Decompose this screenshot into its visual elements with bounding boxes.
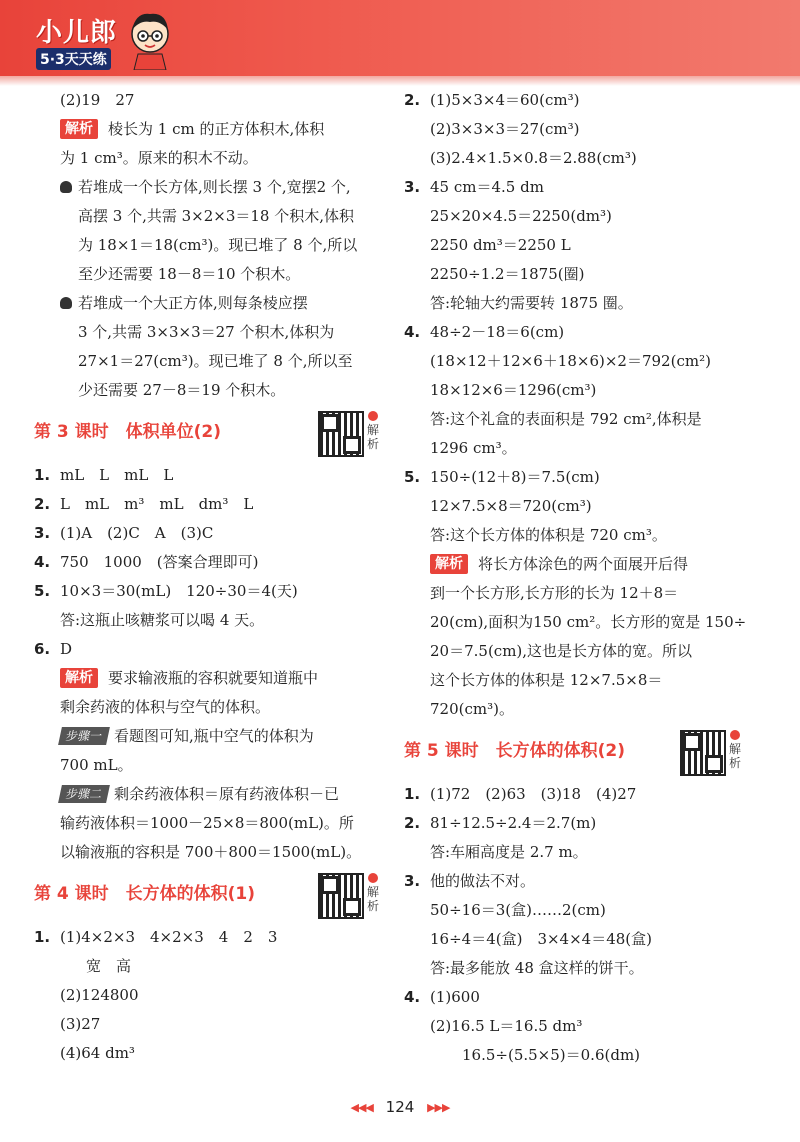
lightbulb-icon <box>60 181 72 193</box>
answer-text: (2)16.5 L＝16.5 dm³ <box>430 1017 583 1035</box>
bullet-text: 少还需要 27－8＝19 个积木。 <box>78 381 286 399</box>
bullet-text: 若堆成一个长方体,则长摆 3 个,宽摆2 个, <box>78 178 351 196</box>
section-lesson-4 <box>34 873 384 923</box>
analysis-tag: 解析 <box>60 668 98 688</box>
answer-text: 12×7.5×8＝720(cm³) <box>430 497 592 515</box>
answer-text: L mL m³ mL dm³ L <box>60 495 254 513</box>
answer-text: mL L mL L <box>60 466 174 484</box>
answer-text: 48÷2－18＝6(cm) <box>430 323 565 341</box>
analysis-text: 到一个长方形,长方形的长为 12＋8＝ <box>430 584 679 602</box>
answer-text: 150÷(12＋8)＝7.5(cm) <box>430 468 600 486</box>
answer-text: 18×12×6＝1296(cm³) <box>430 381 597 399</box>
answer-text: 2250 dm³＝2250 L <box>430 236 571 254</box>
answer-text: (1)A (2)C A (3)C <box>60 524 214 542</box>
qr-label: 解析 <box>366 873 380 913</box>
answer-text: (4)64 dm³ <box>60 1044 135 1062</box>
answer-text: 45 cm＝4.5 dm <box>430 178 544 196</box>
analysis-text: 以输液瓶的容积是 700＋800＝1500(mL)。 <box>60 843 362 861</box>
section-lesson-5 <box>404 730 764 780</box>
right-column: 2. (1)5×3×4＝60(cm³) (2)3×3×3＝27(cm³) (3)2.4×1.5×0.8＝2.88(cm³) 3. 45 cm＝4.5 dm 25×20×4.5＝2250(dm³) 2250 dm³＝2250 L 2250÷1.2＝1875(圈) 答:轮轴大约需要转 1875 圈。 4. 48÷2－18＝6(cm) (18×12＋12×6＋18×6)×2＝792(cm²) 18×12×6＝1296(cm³) 答:这个礼盒的表面积是 792 cm²,体积是 1296 cm³。 5. 150÷(12＋8)＝7.5(cm) 12×7.5×8＝720(cm³) 答:这个长方体的体积是 720 cm³。 解析 将长方体涂色的两个面展开后得 到一个长方形,长方形的长为 12＋8＝ 20(cm),面积为150 cm²。长方形的宽是 150÷ 20＝7.5(cm),这也是长方体的宽。所以 这个长方体的体积是 12×7.5×8＝ 720(cm³)。 第 5 课时 长方体的体积(2) 解析 1. (1)72 (2)63 (3)18 (4)27 2. 81÷12.5÷2.4＝2.7(m) 答:车厢高度是 2.7 m。 3. 他的做法不对。 50÷16＝3(盒)……2(cm) 16÷4＝4(盒) 3×4×4＝48(盒) 答:最多能放 48 盒这样的饼干。 4. (1)600 (2)16.5 L＝16.5 dm³ 16.5÷(5.5×5)＝0.6(dm) <box>404 86 764 1070</box>
answer-text: 他的做法不对。 <box>430 872 536 890</box>
answer-text: 50÷16＝3(盒)……2(cm) <box>430 901 606 919</box>
analysis-text: 剩余药液体积＝原有药液体积－已 <box>114 785 340 803</box>
answer-text: (3)2.4×1.5×0.8＝2.88(cm³) <box>430 149 637 167</box>
play-icon <box>730 730 740 740</box>
bullet-text: 27×1＝27(cm³)。现已堆了 8 个,所以至 <box>78 352 353 370</box>
bullet-text: 若堆成一个大正方体,则每条棱应摆 <box>78 294 308 312</box>
answer-text: 16÷4＝4(盒) 3×4×4＝48(盒) <box>430 930 653 948</box>
page-footer <box>0 1098 800 1116</box>
left-column: (2)19 27 解析 棱长为 1 cm 的正方体积木,体积 为 1 cm³。原来的积木不动。 若堆成一个长方体,则长摆 3 个,宽摆2 个, 高摆 3 个,共需 3×2×3＝18 个积木,体积 为 18×1＝18(cm³)。现已堆了 8 个,所以 至少还需要 18－8＝10 个积木。 若堆成一个大正方体,则每条棱应摆 3 个,共需 3×3×3＝27 个积木,体积为 27×1＝27(cm³)。现已堆了 8 个,所以至 少还需要 27－8＝19 个积木。 第 3 课时 体积单位(2) 解析 1. mL L mL L 2. L mL m³ mL dm³ L 3. (1)A (2)C A (3)C 4. 750 1000 (答案合理即可) 5. 10×3＝30(mL) 120÷30＝4(天) 答:这瓶止咳糖浆可以喝 4 天。 6. D 解析 要求输液瓶的容积就要知道瓶中 剩余药液的体积与空气的体积。 步骤一 看题图可知,瓶中空气的体积为 700 mL。 步骤二 剩余药液体积＝原有药液体积－已 输药液体积＝1000－25×8＝800(mL)。所 以输液瓶的容积是 700＋800＝1500(mL)。 第 4 课时 长方体的体积(1) 解析 1. (1)4×2×3 4×2×3 4 2 3 宽 高 (2)124800 (3)27 (4)64 dm³ <box>34 86 384 1068</box>
section-title: 第 5 课时 长方体的体积(2) <box>404 741 626 761</box>
answer-text: 答:轮轴大约需要转 1875 圈。 <box>430 294 633 312</box>
logo-name: 小儿郎 <box>36 18 118 48</box>
answer-text: 25×20×4.5＝2250(dm³) <box>430 207 612 225</box>
page-number: 124 <box>385 1098 415 1116</box>
answer-text: 2250÷1.2＝1875(圈) <box>430 265 585 283</box>
answer-text: 答:最多能放 48 盒这样的饼干。 <box>430 959 644 977</box>
section-lesson-3 <box>34 411 384 461</box>
qr-code-icon[interactable] <box>318 873 364 919</box>
header-edge <box>0 76 800 86</box>
step-tag: 步骤一 <box>58 727 110 745</box>
bullet-text: 3 个,共需 3×3×3＝27 个积木,体积为 <box>78 323 335 341</box>
header-banner <box>0 0 800 76</box>
lightbulb-icon <box>60 297 72 309</box>
answer-text: (3)27 <box>60 1015 101 1033</box>
section-title: 第 3 课时 体积单位(2) <box>34 422 222 442</box>
analysis-text: 将长方体涂色的两个面展开后得 <box>478 555 689 573</box>
answer-text: (1)5×3×4＝60(cm³) <box>430 91 580 109</box>
analysis-text: 720(cm³)。 <box>430 700 514 718</box>
brand-logo <box>30 8 170 70</box>
analysis-text: 这个长方体的体积是 12×7.5×8＝ <box>430 671 663 689</box>
play-icon <box>368 873 378 883</box>
analysis-text: 剩余药液的体积与空气的体积。 <box>60 698 271 716</box>
analysis-text: 要求输液瓶的容积就要知道瓶中 <box>108 669 319 687</box>
analysis-text: 棱长为 1 cm 的正方体积木,体积 <box>108 120 325 138</box>
logo-subtitle: 5·3天天练 <box>36 48 111 70</box>
answer-text: 81÷12.5÷2.4＝2.7(m) <box>430 814 597 832</box>
answer-text: 750 1000 (答案合理即可) <box>60 553 259 571</box>
answer-text: 16.5÷(5.5×5)＝0.6(dm) <box>462 1046 641 1064</box>
step-tag: 步骤二 <box>58 785 110 803</box>
qr-code-icon[interactable] <box>318 411 364 457</box>
play-icon <box>368 411 378 421</box>
analysis-text: 看题图可知,瓶中空气的体积为 <box>114 727 314 745</box>
analysis-text: 20＝7.5(cm),这也是长方体的宽。所以 <box>430 642 693 660</box>
analysis-tag: 解析 <box>430 554 468 574</box>
section-title: 第 4 课时 长方体的体积(1) <box>34 884 256 904</box>
answer-text: (18×12＋12×6＋18×6)×2＝792(cm²) <box>430 352 711 370</box>
answer-text: 答:这个礼盒的表面积是 792 cm²,体积是 <box>430 410 702 428</box>
qr-code-icon[interactable] <box>680 730 726 776</box>
qr-label: 解析 <box>728 730 742 770</box>
answer-text: 答:这瓶止咳糖浆可以喝 4 天。 <box>60 611 265 629</box>
answer-text: 10×3＝30(mL) 120÷30＝4(天) <box>60 582 298 600</box>
answer-text: 宽 高 <box>86 957 132 975</box>
left-arrows-icon: ◀◀◀ <box>350 1101 373 1114</box>
answer-text: 答:这个长方体的体积是 720 cm³。 <box>430 526 667 544</box>
qr-label: 解析 <box>366 411 380 451</box>
answer-line: (2)19 27 <box>60 91 135 109</box>
bullet-text: 为 18×1＝18(cm³)。现已堆了 8 个,所以 <box>78 236 358 254</box>
analysis-text: 700 mL。 <box>60 756 133 774</box>
answer-text: (1)600 <box>430 988 480 1006</box>
analysis-tag: 解析 <box>60 119 98 139</box>
bullet-text: 高摆 3 个,共需 3×2×3＝18 个积木,体积 <box>78 207 355 225</box>
answer-text: 1296 cm³。 <box>430 439 517 457</box>
answer-text: (2)124800 <box>60 986 139 1004</box>
mascot-icon <box>126 8 174 70</box>
analysis-text: 输药液体积＝1000－25×8＝800(mL)。所 <box>60 814 354 832</box>
answer-text: (1)72 (2)63 (3)18 (4)27 <box>430 785 637 803</box>
answer-text: 答:车厢高度是 2.7 m。 <box>430 843 588 861</box>
answer-text: (2)3×3×3＝27(cm³) <box>430 120 580 138</box>
answer-text: (1)4×2×3 4×2×3 4 2 3 <box>60 928 278 946</box>
answer-text: D <box>60 640 73 658</box>
bullet-text: 至少还需要 18－8＝10 个积木。 <box>78 265 301 283</box>
analysis-text: 为 1 cm³。原来的积木不动。 <box>60 149 258 167</box>
right-arrows-icon: ▶▶▶ <box>427 1101 450 1114</box>
analysis-text: 20(cm),面积为150 cm²。长方形的宽是 150÷ <box>430 613 747 631</box>
